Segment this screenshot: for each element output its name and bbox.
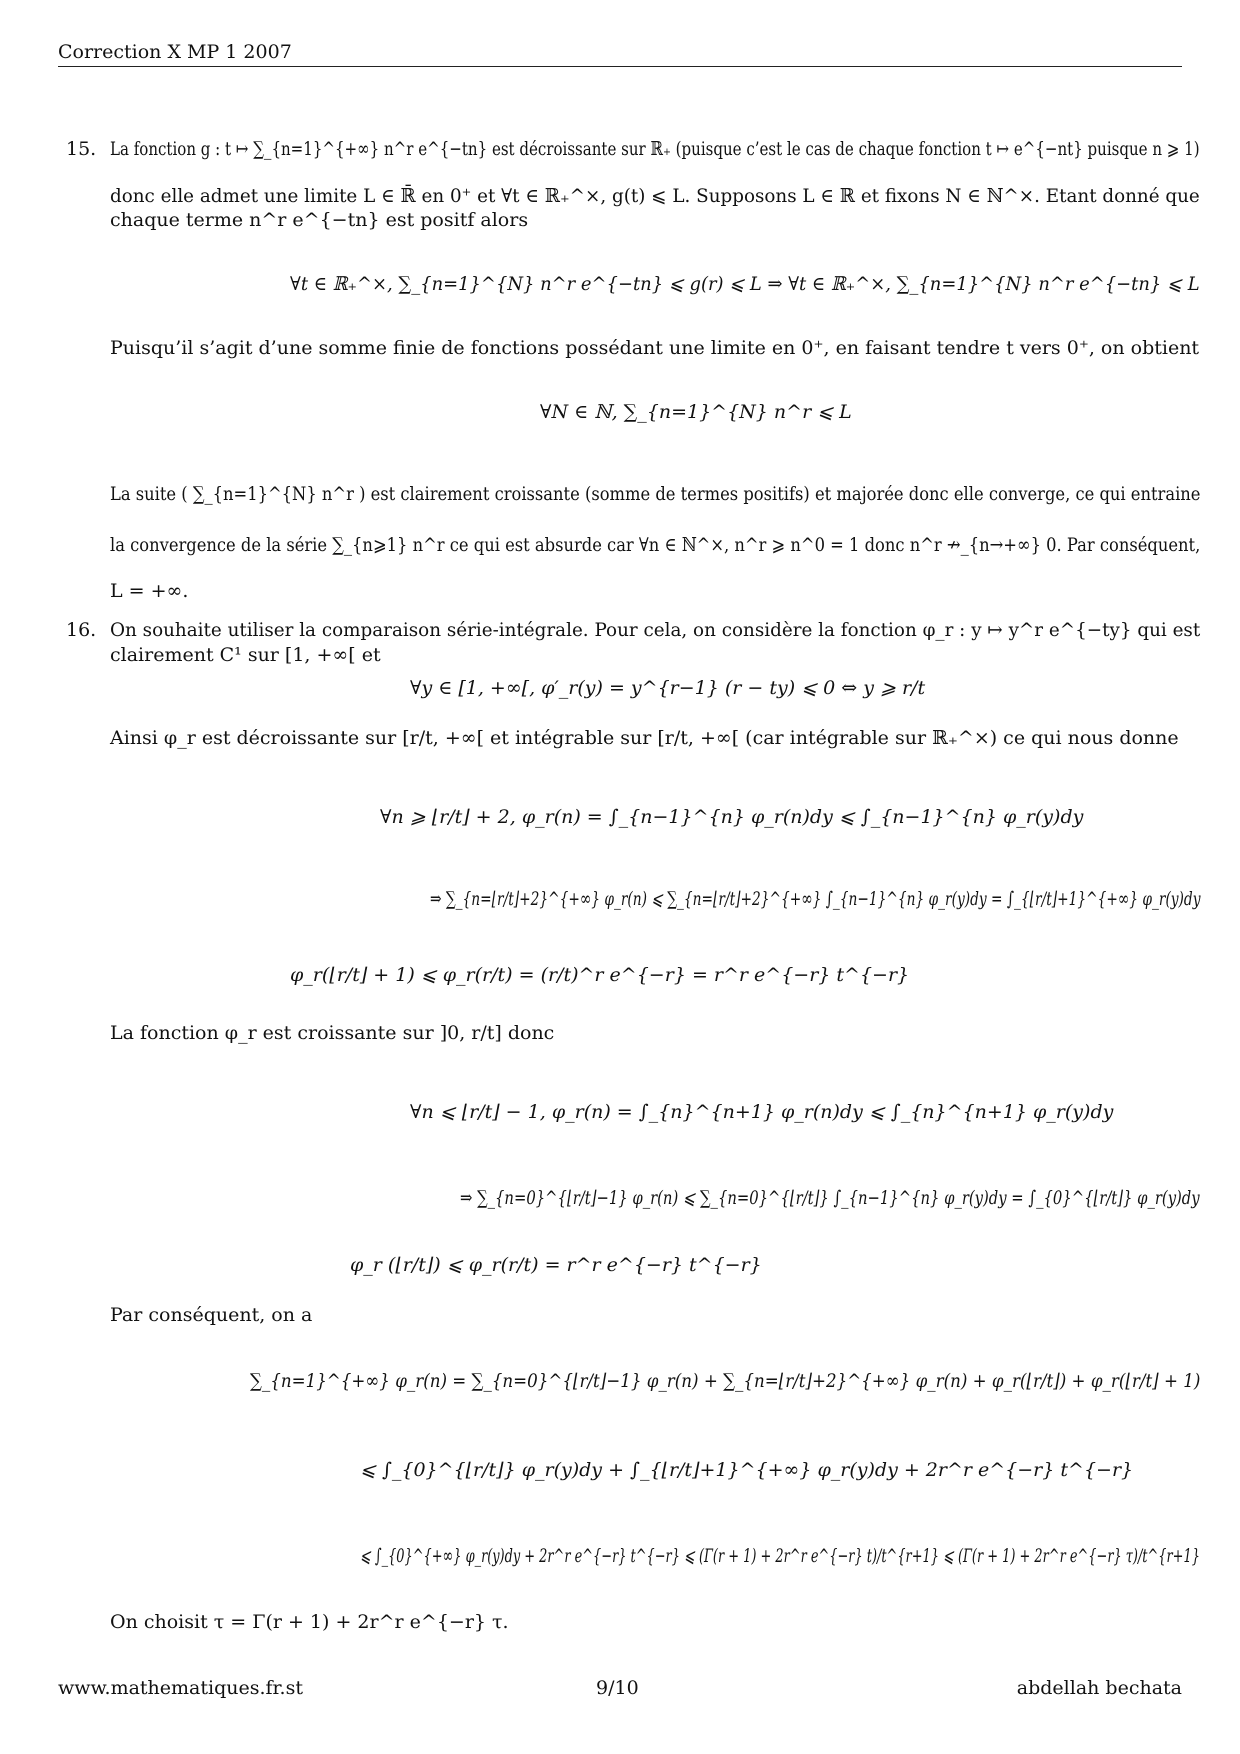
page-header: Correction X MP 1 2007 (58, 41, 292, 63)
q16-number: 16. (66, 619, 97, 641)
q16-equation-4: φ_r(⌊r/t⌋ + 1) ⩽ φ_r(r/t) = (r/t)^r e^{−r} = r^r e^{−r} t^{−r} (290, 964, 910, 986)
q16-line5: Par conséquent, on a (110, 1304, 313, 1326)
footer-website: www.mathematiques.fr.st (58, 1677, 303, 1699)
q16-line1: On souhaite utiliser la comparaison série-intégrale. Pour cela, on considère la fonction φ_r : y ↦ y^r e^{−ty} qui est (110, 619, 1201, 641)
q16-line6: On choisit τ = Γ(r + 1) + 2r^r e^{−r} τ. (110, 1611, 509, 1633)
q16-equation-7: φ_r (⌊r/t⌋) ⩽ φ_r(r/t) = r^r e^{−r} t^{−r} (350, 1254, 762, 1276)
footer-author: abdellah bechata (1016, 1677, 1182, 1699)
q16-equation-3: ⇒ ∑_{n=⌊r/t⌋+2}^{+∞} φ_r(n) ⩽ ∑_{n=⌊r/t⌋+2}^{+∞} ∫_{n−1}^{n} φ_r(y)dy = ∫_{⌊r/t⌋+1}^{+∞} φ_r(y)dy (430, 888, 1201, 910)
q16-equation-10: ⩽ ∫_{0}^{+∞} φ_r(y)dy + 2r^r e^{−r} t^{−r} ⩽ (Γ(r + 1) + 2r^r e^{−r} t)/t^{r+1} ⩽ (Γ(r + 1) + 2r^r e^{−r} τ)/t^{r+1} (360, 1545, 1200, 1567)
q16-equation-5: ∀n ⩽ ⌊r/t⌋ − 1, φ_r(n) = ∫_{n}^{n+1} φ_r(n)dy ⩽ ∫_{n}^{n+1} φ_r(y)dy (410, 1101, 1114, 1123)
q16-line3: Ainsi φ_r est décroissante sur [r/t, +∞[ et intégrable sur [r/t, +∞[ (car intégrable sur ℝ₊^×) ce qui nous donne (110, 727, 1179, 749)
q15-number: 15. (66, 138, 97, 160)
q16-equation-1: ∀y ∈ [1, +∞[, φ′_r(y) = y^{r−1} (r − ty) ⩽ 0 ⇔ y ⩾ r/t (410, 677, 926, 699)
q15-line7: L = +∞. (110, 580, 189, 602)
q15-line1: La fonction g : t ↦ ∑_{n=1}^{+∞} n^r e^{−tn} est décroissante sur ℝ₊ (puisque c’est le cas de chaque fonction t ↦ e^{−nt} puisque n ⩾ 1) (110, 138, 1200, 160)
q16-equation-6: ⇒ ∑_{n=0}^{⌊r/t⌋−1} φ_r(n) ⩽ ∑_{n=0}^{⌊r/t⌋} ∫_{n−1}^{n} φ_r(y)dy = ∫_{0}^{⌊r/t⌋} φ_r(y)dy (460, 1187, 1200, 1209)
q15-line3: chaque terme n^r e^{−tn} est positf alors (110, 209, 529, 231)
q15-line4: Puisqu’il s’agit d’une somme finie de fonctions possédant une limite en 0⁺, en faisant tendre t vers 0⁺, on obtient (110, 337, 1200, 359)
q15-equation-1: ∀t ∈ ℝ₊^×, ∑_{n=1}^{N} n^r e^{−tn} ⩽ g(r) ⩽ L ⇒ ∀t ∈ ℝ₊^×, ∑_{n=1}^{N} n^r e^{−tn} ⩽ L (290, 273, 1200, 295)
q16-equation-9: ⩽ ∫_{0}^{⌊r/t⌋} φ_r(y)dy + ∫_{⌊r/t⌋+1}^{+∞} φ_r(y)dy + 2r^r e^{−r} t^{−r} (360, 1459, 1134, 1481)
q15-line6: la convergence de la série ∑_{n⩾1} n^r ce qui est absurde car ∀n ∈ ℕ^×, n^r ⩾ n^0 = 1 donc n^r ↛_{n→+∞} 0. Par conséquent, (110, 534, 1201, 556)
footer-page-number: 9/10 (596, 1677, 639, 1699)
q16-equation-2: ∀n ⩾ ⌊r/t⌋ + 2, φ_r(n) = ∫_{n−1}^{n} φ_r(n)dy ⩽ ∫_{n−1}^{n} φ_r(y)dy (380, 806, 1084, 828)
q16-equation-8: ∑_{n=1}^{+∞} φ_r(n) = ∑_{n=0}^{⌊r/t⌋−1} φ_r(n) + ∑_{n=⌊r/t⌋+2}^{+∞} φ_r(n) + φ_r(⌊r/t⌋) + φ_r(⌊r/t⌋ + 1) (250, 1370, 1201, 1392)
q16-line2: clairement C¹ sur [1, +∞[ et (110, 644, 381, 666)
q15-line5: La suite ( ∑_{n=1}^{N} n^r ) est clairement croissante (somme de termes positifs) et majorée donc elle converge, ce qui entraine (110, 483, 1201, 505)
q16-line4: La fonction φ_r est croissante sur ]0, r/t] donc (110, 1022, 555, 1044)
q15-equation-2: ∀N ∈ ℕ, ∑_{n=1}^{N} n^r ⩽ L (540, 401, 852, 423)
q15-line2: donc elle admet une limite L ∈ ℝ̄ en 0⁺ et ∀t ∈ ℝ₊^×, g(t) ⩽ L. Supposons L ∈ ℝ et fixons N ∈ ℕ^×. Etant donné que (110, 185, 1200, 207)
header-rule (58, 66, 1182, 67)
